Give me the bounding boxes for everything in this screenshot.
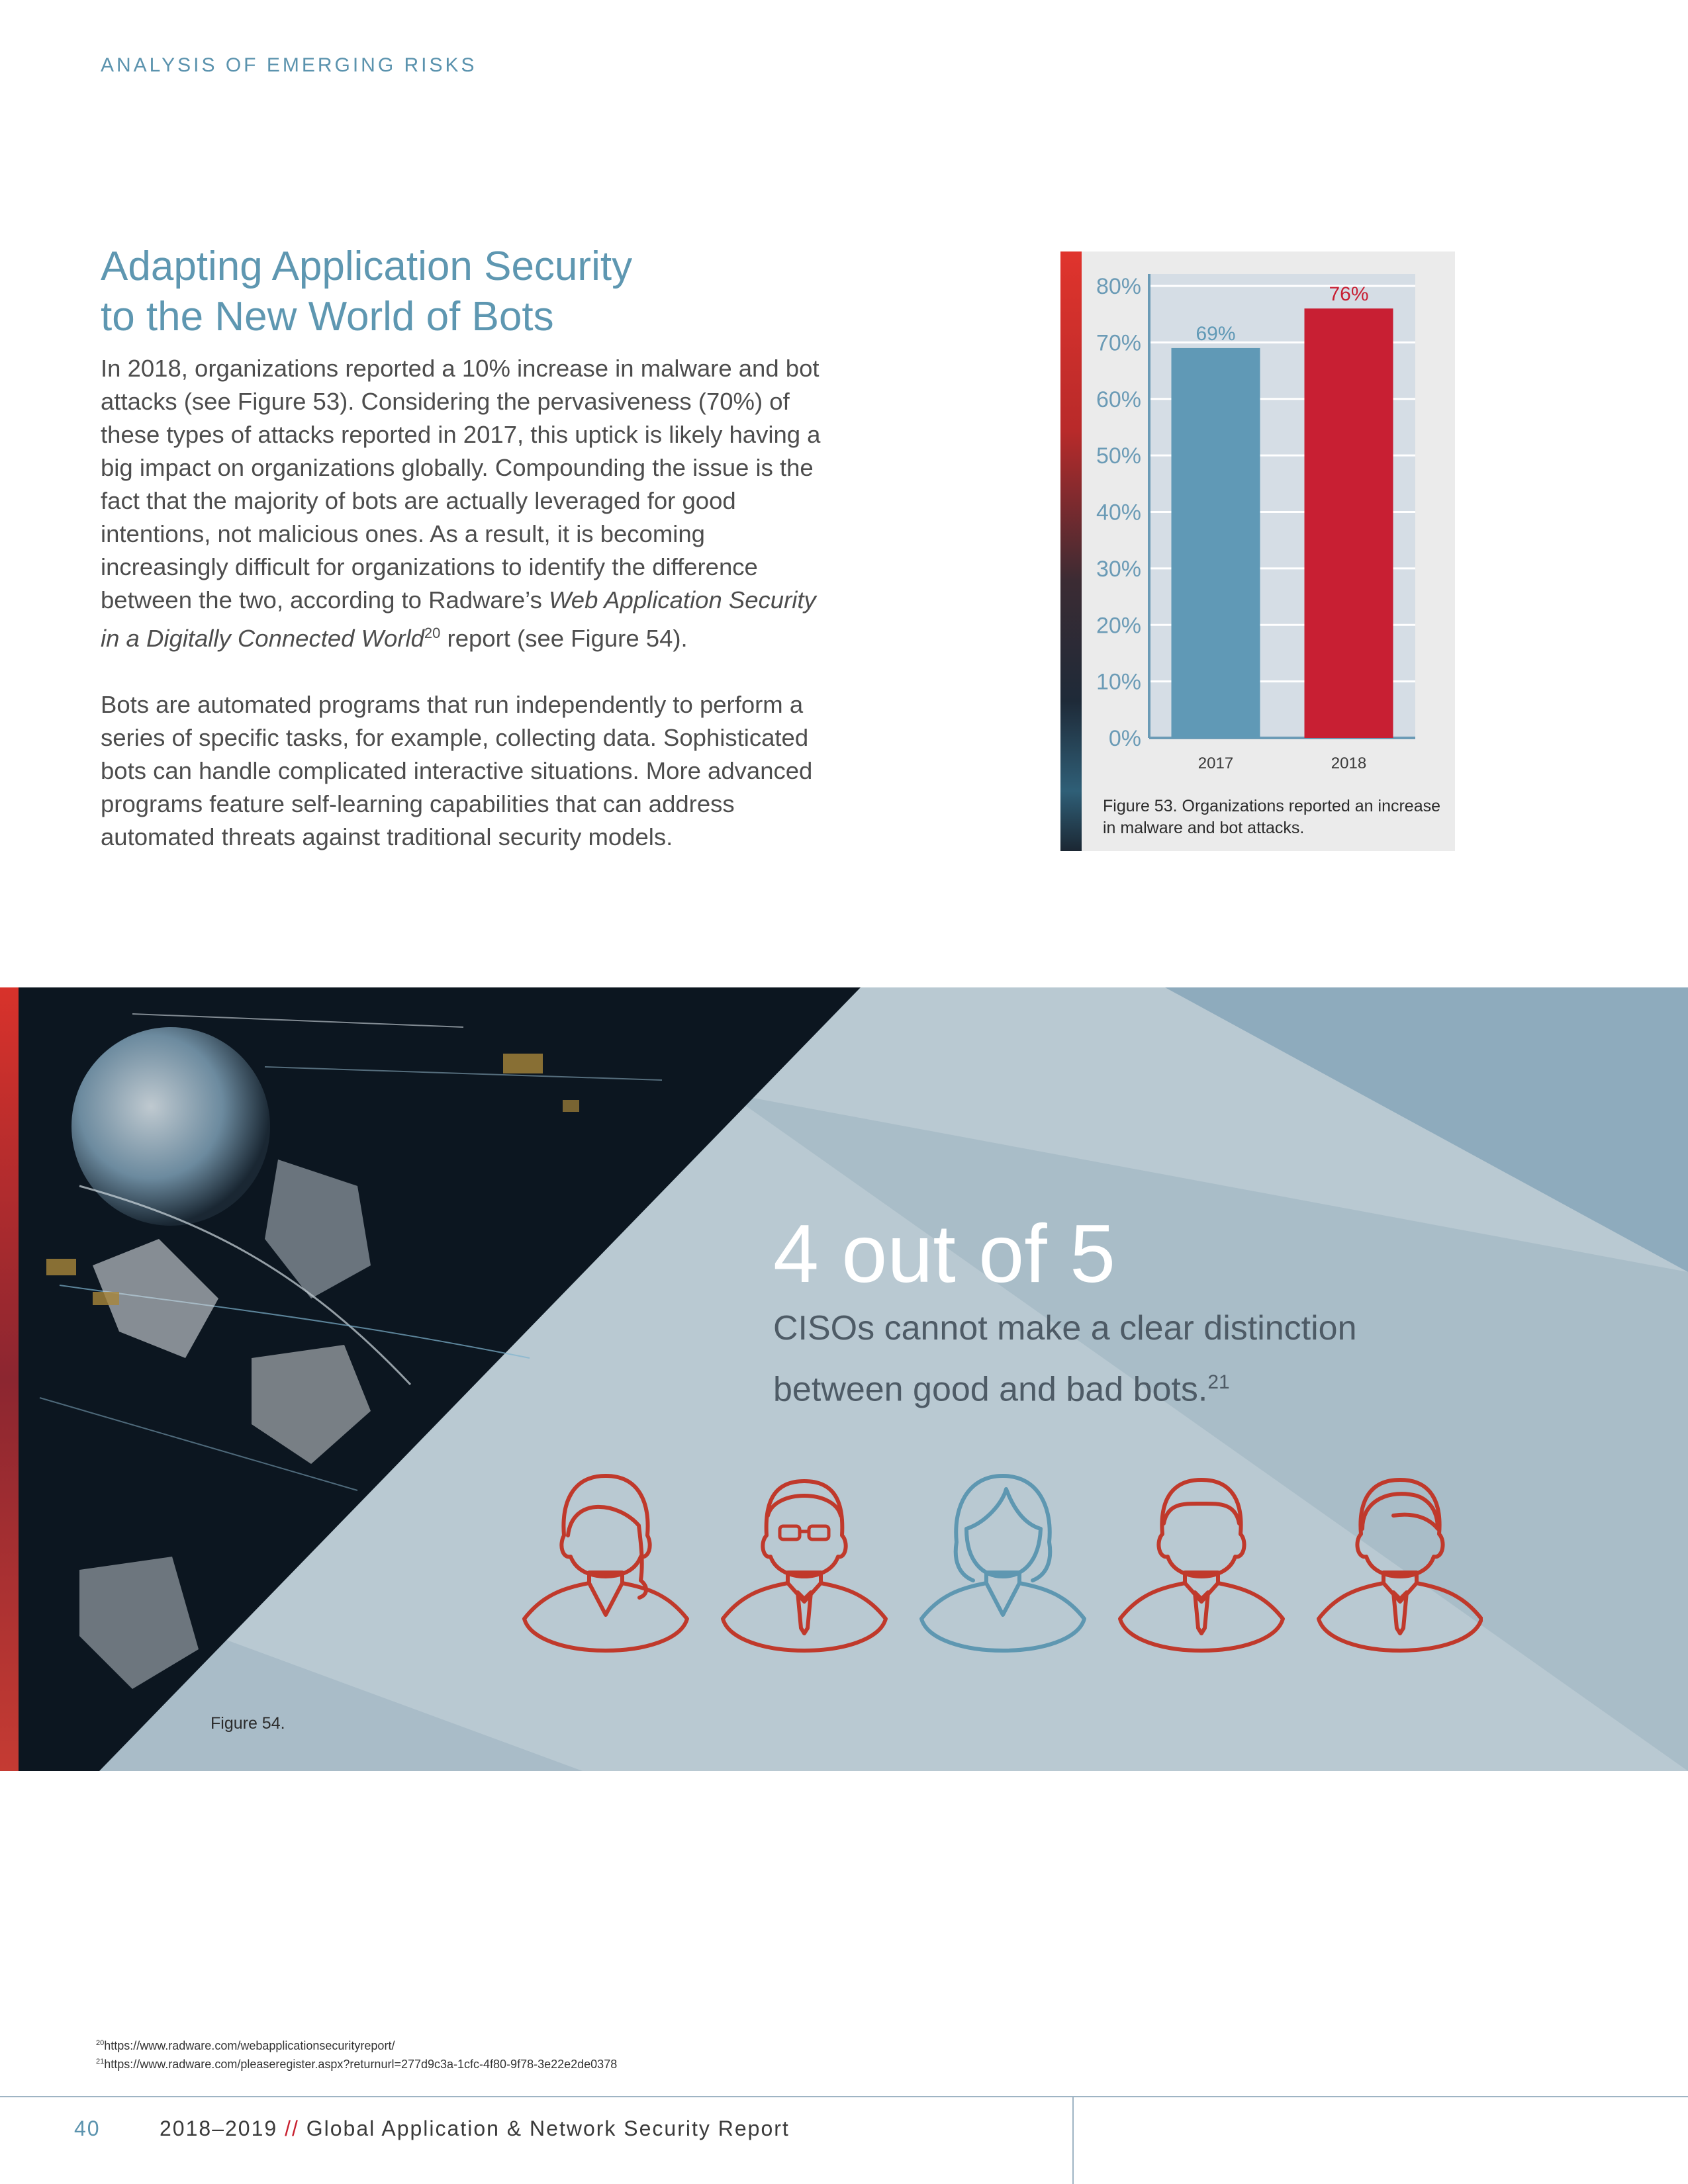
figure-54-caption: Figure 54. [211, 1714, 285, 1733]
footer-separator: // [285, 2116, 299, 2140]
bar-2018 [1305, 308, 1393, 738]
woman-icon [524, 1476, 687, 1651]
stat-headline: 4 out of 5 [773, 1208, 1116, 1300]
people-icons [490, 1463, 1483, 1681]
article-title-line2: to the New World of Bots [101, 294, 554, 340]
footer-report-title: Global Application & Network Security Report [306, 2116, 790, 2140]
man-icon [1319, 1480, 1481, 1651]
y-tick-label: 40% [1096, 500, 1141, 525]
data-label: 69% [1196, 322, 1236, 345]
article-body [101, 352, 829, 887]
footnote-link[interactable]: https://www.radware.com/pleaseregister.aspx?returnurl=277d9c3a-1cfc-4f80-9f78-3e22e2de0378 [104, 2058, 618, 2071]
man-icon [1120, 1480, 1283, 1651]
data-label: 76% [1329, 283, 1369, 306]
footnote-number: 20 [96, 2039, 105, 2047]
footer-years: 2018–2019 [160, 2116, 278, 2140]
bar-chart [1060, 251, 1455, 788]
y-tick-label: 80% [1096, 274, 1141, 299]
man-glasses-icon [723, 1481, 886, 1651]
stat-text [773, 1301, 1435, 1416]
footnote-ref: 20 [424, 625, 441, 641]
footer-rule [0, 2096, 1688, 2097]
footnote-link[interactable]: https://www.radware.com/webapplicationsecurityreport/ [104, 2039, 395, 2052]
paragraph-text: report (see Figure 54). [440, 625, 688, 653]
article-paragraph-1 [101, 352, 829, 655]
footnote-21 [96, 2054, 617, 2072]
y-tick-label: 70% [1096, 330, 1141, 356]
page-number: 40 [74, 2116, 101, 2140]
footnote-20 [96, 2035, 617, 2054]
footer-vertical-rule [1072, 2096, 1074, 2184]
bar-2017 [1172, 348, 1260, 738]
y-tick-label: 50% [1096, 443, 1141, 469]
report-title: Web Application Security in a Digitally Connected World [101, 586, 816, 653]
woman-icon [921, 1476, 1084, 1651]
footer-title [160, 2116, 790, 2141]
footnote-number: 21 [96, 2058, 105, 2066]
footnote-ref: 21 [1207, 1371, 1230, 1393]
stat-text-body: CISOs cannot make a clear distinction between good and bad bots. [773, 1309, 1357, 1409]
y-tick-label: 0% [1108, 726, 1141, 751]
section-label: ANALYSIS OF EMERGING RISKS [101, 54, 477, 76]
footnotes [96, 2035, 617, 2072]
paragraph-text: In 2018, organizations reported a 10% increase in malware and bot attacks (see Figure 53). Considering the pervasiveness (70%) of these types of attacks reported in 2017, this uptick is likely having a big impact on organizations globally. Compounding the issue is the fact that the majority of bots are actually leveraged for good intentions, not malicious ones. As a result, it is becoming increasingly difficult for organizations to identify the difference between the two, according to Radware’s [101, 355, 821, 614]
x-tick-label: 2018 [1331, 754, 1367, 772]
y-tick-label: 10% [1096, 669, 1141, 695]
article-title [101, 242, 829, 342]
y-tick-label: 60% [1096, 387, 1141, 412]
y-tick-label: 30% [1096, 556, 1141, 582]
article-paragraph-2: Bots are automated programs that run independently to perform a series of specific tasks, for example, collecting data. Sophisticated bots can handle complicated interactive situations. More advanced programs feature self-learning capabilities that can address automated threats against traditional security models. [101, 691, 813, 851]
y-tick-label: 20% [1096, 613, 1141, 639]
article-title-line1: Adapting Application Security [101, 244, 633, 289]
figure-53 [1060, 251, 1455, 851]
figure-53-caption: Figure 53. Organizations reported an increase in malware and bot attacks. [1103, 797, 1441, 837]
x-tick-label: 2017 [1197, 754, 1234, 772]
